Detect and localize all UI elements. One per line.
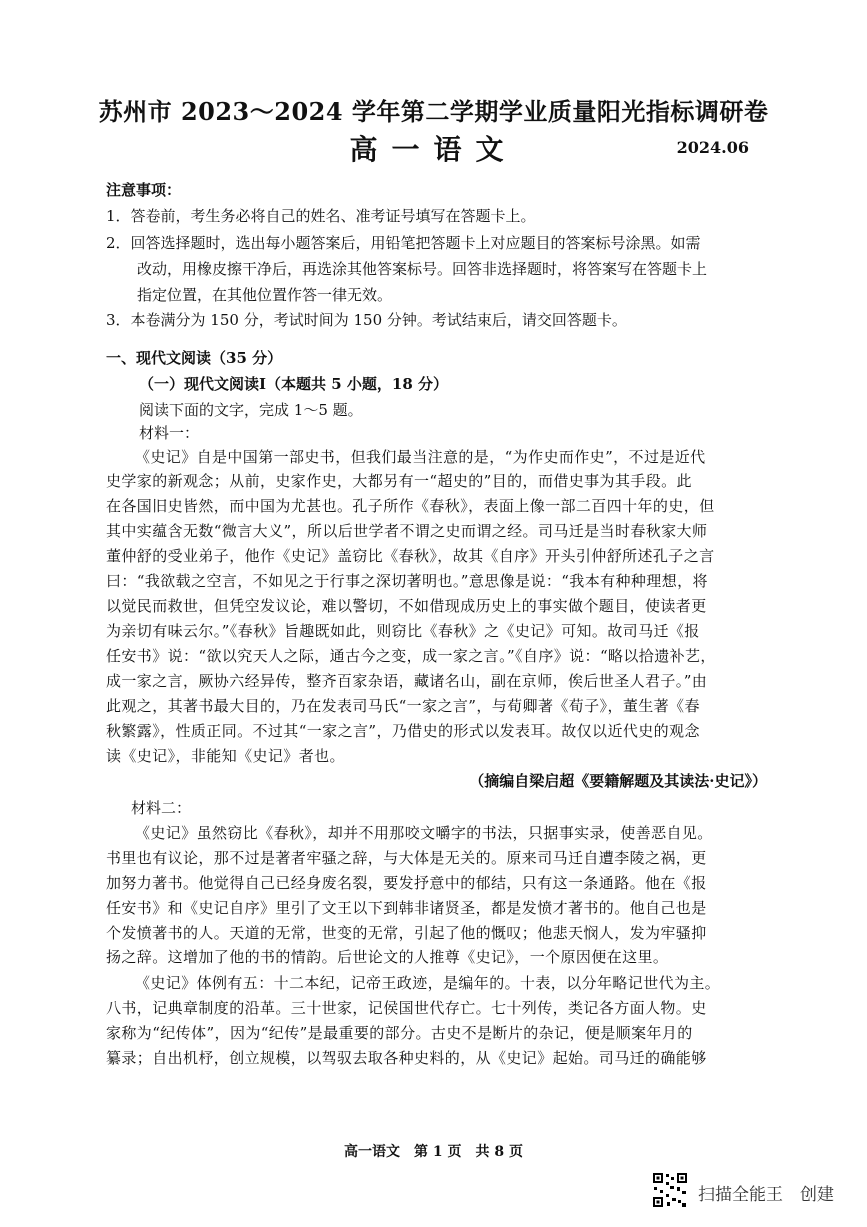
- material2-line: 个发愤著书的人。天道的无常，世变的无常，引起了他的慨叹；他悲天悯人，发为牢骚抑: [106, 924, 707, 942]
- material1-label: 材料一：: [139, 424, 200, 442]
- watermark-text: 扫描全能王 创建: [698, 1185, 834, 1205]
- material1-line: 其中实蕴含无数“微言大义”，所以后世学者不谓之史而谓之经。司马迁是当时春秋家大师: [106, 522, 708, 540]
- material1-line: 曰：“我欲载之空言，不如见之于行事之深切著明也。”意思像是说：“我本有种种理想，将: [106, 572, 708, 590]
- material1-line: 为亲切有味云尔。”《春秋》旨趣既如此，则窃比《春秋》之《史记》可知。故司马迁《报: [106, 622, 700, 640]
- section-heading: 一、现代文阅读（35 分）: [106, 349, 283, 367]
- material1-line: 秋繁露》，性质正同。不过其“一家之言”，乃借史的形式以发表耳。故仅以近代史的观念: [106, 722, 700, 740]
- material1-line: 在各国旧史皆然，而中国为尤甚也。孔子所作《春秋》，表面上像一部二百四十年的史，但: [106, 497, 715, 515]
- material1-line: 成一家之言，厥协六经异传，整齐百家杂语，藏诸名山，副在京师，俟后世圣人君子。”由: [106, 672, 708, 690]
- notice-item: 3．本卷满分为 150 分，考试时间为 150 分钟。考试结束后，请交回答题卡。: [106, 311, 627, 329]
- material1-line: 史学家的新观念；从前，史家作史，大都另有一“超史的”目的，而借史事为其手段。此: [106, 472, 692, 490]
- material2-line: 家称为“纪传体”，因为“纪传”是最重要的部分。古史不是断片的杂记，便是顺案年月的: [106, 1024, 693, 1042]
- material1-line: 董仲舒的受业弟子，他作《史记》盖窃比《春秋》，故其《自序》开头引仲舒所述孔子之言: [106, 547, 715, 565]
- notice-item-continued: 指定位置，在其他位置作答一律无效。: [137, 286, 393, 304]
- notice-item: 2．回答选择题时，选出每小题答案后，用铅笔把答题卡上对应题目的答案标号涂黑。如需: [106, 234, 701, 252]
- material1-line: 《史记》自是中国第一部史书，但我们最当注意的是，“为作史而作史”，不过是近代: [135, 448, 706, 466]
- material2-line: 任安书》和《史记自序》里引了文王以下到韩非诸贤圣，都是发愤才著书的。他自己也是: [106, 899, 707, 917]
- material2-line: 纂录；自出机杼，创立规模，以驾驭去取各种史料的，从《史记》起始。司马迁的确能够: [106, 1049, 707, 1067]
- material1-source: （摘编自梁启超《要籍解题及其读法·史记》）: [469, 772, 767, 790]
- exam-date: 2024.06: [676, 138, 749, 157]
- section-subheading: （一）现代文阅读Ⅰ（本题共 5 小题，18 分）: [139, 375, 448, 393]
- material2-line: 加努力著书。他觉得自己已经身废名裂，要发抒意中的郁结，只有这一条通路。他在《报: [106, 874, 707, 892]
- material2-line: 扬之辞。这增加了他的书的情韵。后世论文的人推尊《史记》，一个原因便在这里。: [106, 948, 669, 966]
- material1-line: 读《史记》，非能知《史记》者也。: [106, 747, 345, 765]
- material2-line: 《史记》体例有五：十二本纪，记帝王政迹，是编年的。十表，以分年略记世代为主。: [135, 974, 721, 992]
- notice-item-continued: 改动，用橡皮擦干净后，再选涂其他答案标号。回答非选择题时，将答案写在答题卡上: [137, 260, 708, 278]
- material2-line: 《史记》虽然窃比《春秋》，却并不用那咬文嚼字的书法，只据事实录，使善恶自见。: [135, 824, 713, 842]
- material1-line: 任安书》说：“欲以究天人之际，通古今之变，成一家之言。”《自序》说：“略以拾遗补艺，: [106, 647, 716, 665]
- instruction-text: 阅读下面的文字，完成 1～5 题。: [139, 401, 363, 419]
- notice-heading: 注意事项：: [106, 181, 182, 199]
- subject-title: 高一语文: [349, 133, 518, 166]
- qr-code-icon: [652, 1172, 688, 1208]
- material1-line: 此观之，其著书最大目的，乃在发表司马氏“一家之言”，与荀卿著《荀子》，董生著《春: [106, 697, 700, 715]
- notice-item: 1．答卷前，考生务必将自己的姓名、准考证号填写在答题卡上。: [106, 207, 536, 225]
- material1-line: 以觉民而救世，但凭空发议论，难以警切，不如借现成历史上的事实做个题目，使读者更: [106, 597, 707, 615]
- material2-line: 八书，记典章制度的沿革。三十世家，记侯国世代存亡。七十列传，类记各方面人物。史: [106, 999, 707, 1017]
- material2-line: 书里也有议论，那不过是著者牢骚之辞，与大体是无关的。原来司马迁自遭李陵之祸，更: [106, 849, 707, 867]
- material2-label: 材料二：: [131, 799, 192, 817]
- page-footer: 高一语文 第 1 页 共 8 页: [344, 1144, 523, 1160]
- exam-title: 苏州市 2023～2024 学年第二学期学业质量阳光指标调研卷: [98, 97, 769, 126]
